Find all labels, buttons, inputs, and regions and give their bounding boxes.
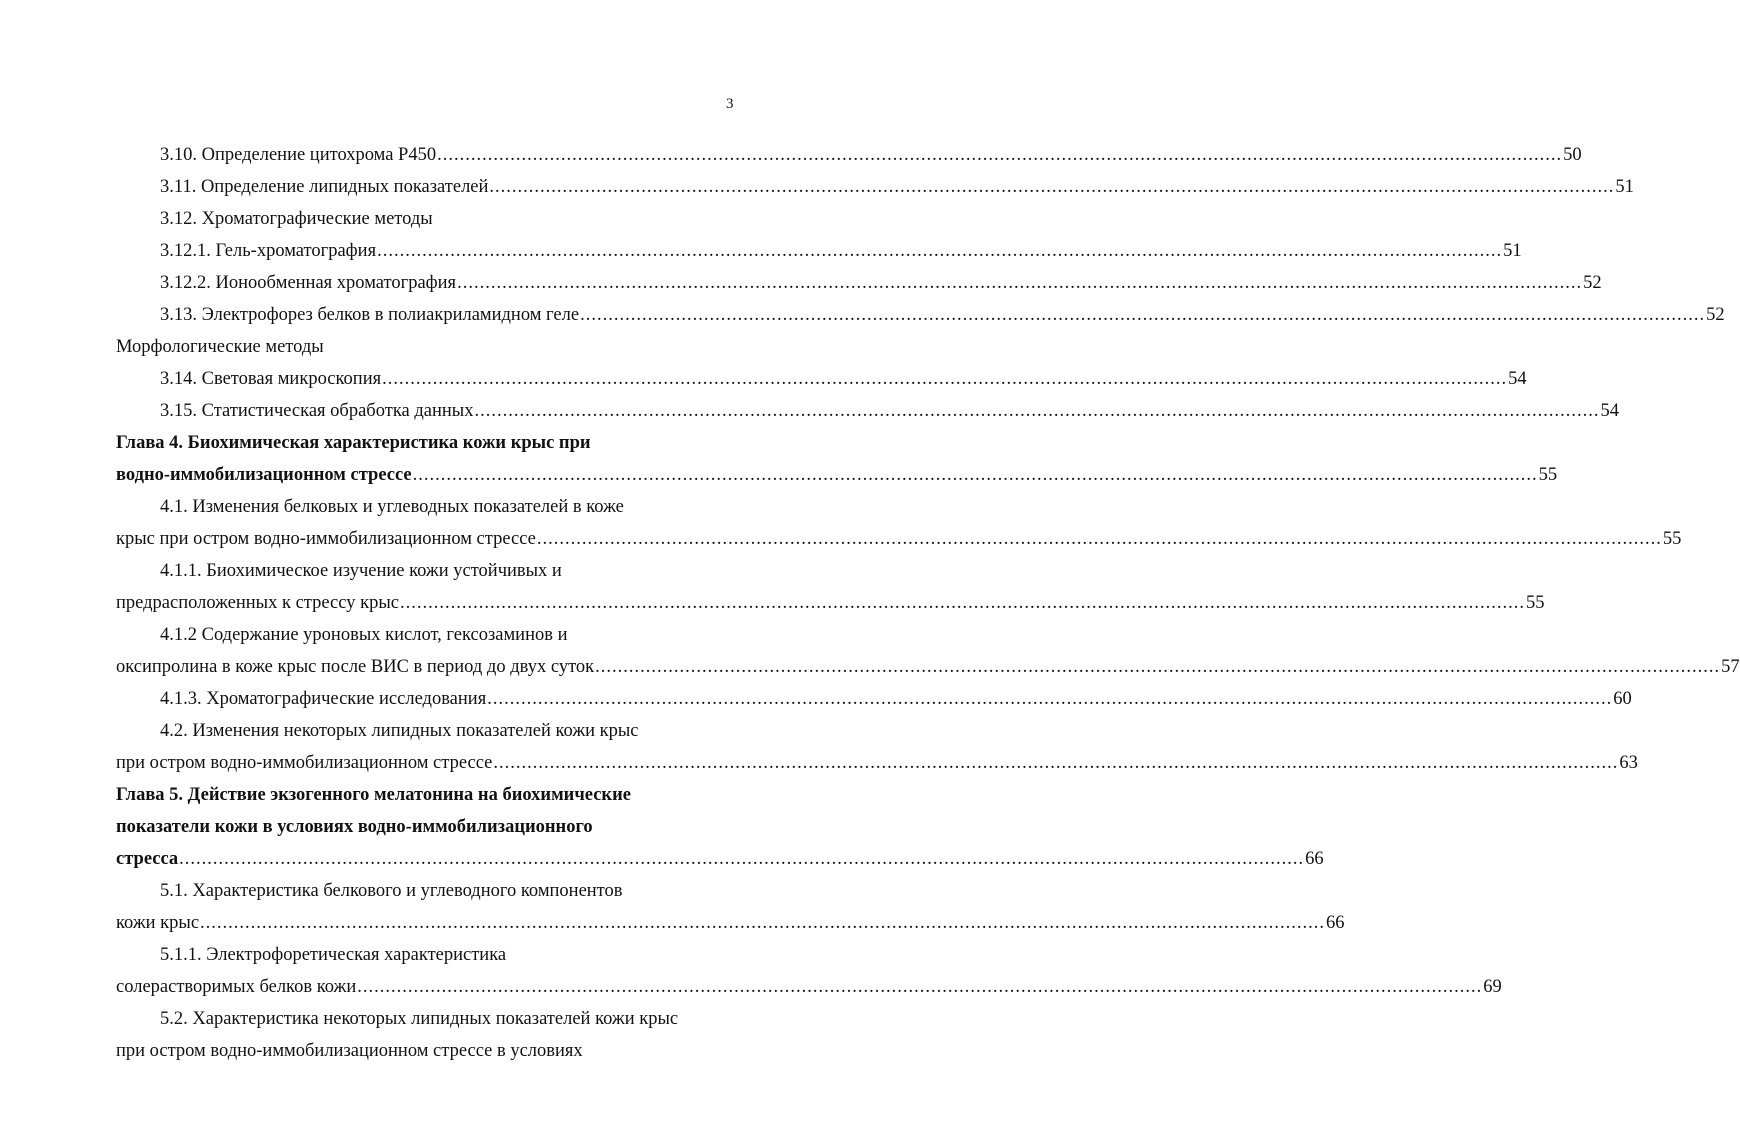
dot-leader: ........................................................................................................................................................................................................ (580, 305, 1706, 325)
toc-line (0, 779, 793, 811)
toc-line (0, 171, 1634, 203)
toc-entry-title: кожи крыс (116, 913, 200, 933)
toc-text: 4.2. Изменения некоторых липидных показателей кожи крыс (160, 721, 639, 741)
toc-entry (116, 747, 1638, 779)
toc-entry-title: 3.11. Определение липидных показателей (160, 177, 489, 197)
toc-entry-title: 4.1.3. Хроматографические исследования (160, 689, 487, 709)
dot-leader: ........................................................................................................................................................................................................ (382, 369, 1508, 389)
dot-leader: ........................................................................................................................................................................................................ (457, 273, 1583, 293)
toc-line (0, 939, 793, 971)
toc-entry-page: 57 (1721, 657, 1740, 677)
toc-entry-page: 55 (1662, 529, 1682, 549)
toc-line (0, 747, 1638, 779)
toc-line (0, 331, 793, 363)
toc-entry-page: 52 (1706, 305, 1725, 325)
toc-entry (116, 907, 1345, 939)
toc-entry-title: 3.12.1. Гель-хроматография (160, 241, 377, 261)
dot-leader: ........................................................................................................................................................................................................ (474, 401, 1600, 421)
toc-line (0, 267, 1602, 299)
toc-entry-title: 3.14. Световая микроскопия (160, 369, 382, 389)
dot-leader: ........................................................................................................................................................................................................ (536, 529, 1662, 549)
toc-entry-page: 51 (1503, 241, 1522, 261)
chapter-heading: показатели кожи в условиях водно-иммобилизационного (116, 817, 593, 837)
toc-line (0, 587, 1545, 619)
toc-entry-title: водно-иммобилизационном стрессе (116, 465, 412, 485)
toc-line (0, 1003, 793, 1035)
toc-line (0, 427, 793, 459)
toc-text: 4.1. Изменения белковых и углеводных показателей в коже (160, 497, 624, 517)
toc-line (0, 651, 1740, 683)
toc-entry-page: 66 (1326, 913, 1345, 933)
toc-line (0, 907, 1345, 939)
toc-line (0, 459, 1558, 491)
toc-entry-title: предрасположенных к стрессу крыс (116, 593, 399, 613)
toc-line (0, 491, 793, 523)
dot-leader: ........................................................................................................................................................................................................ (200, 913, 1326, 933)
toc-text: 5.2. Характеристика некоторых липидных показателей кожи крыс (160, 1009, 679, 1029)
toc-line (0, 843, 1324, 875)
dot-leader: ........................................................................................................................................................................................................ (412, 465, 1538, 485)
toc-entry (160, 395, 1619, 427)
dot-leader: ........................................................................................................................................................................................................ (377, 241, 1503, 261)
dot-leader: ........................................................................................................................................................................................................ (399, 593, 1525, 613)
toc-text: при остром водно-иммобилизационном стрессе в условиях (116, 1041, 583, 1061)
toc-line (0, 715, 793, 747)
toc-entry (160, 139, 1582, 171)
toc-entry-page: 50 (1563, 145, 1582, 165)
toc-line (0, 235, 1522, 267)
toc-entry (160, 683, 1632, 715)
toc-entry (116, 843, 1324, 875)
toc-entry-title: 3.13. Электрофорез белков в полиакриламидном геле (160, 305, 580, 325)
toc-line (0, 811, 793, 843)
toc-entry-title: 3.10. Определение цитохрома Р450 (160, 145, 437, 165)
toc-line (0, 395, 1619, 427)
dot-leader: ........................................................................................................................................................................................................ (487, 689, 1613, 709)
toc-line (0, 139, 1582, 171)
toc-entry-title: 3.15. Статистическая обработка данных (160, 401, 474, 421)
toc-line (0, 203, 793, 235)
chapter-heading: Глава 5. Действие экзогенного мелатонина на биохимические (116, 785, 631, 805)
toc-entry-page: 66 (1305, 849, 1324, 869)
toc-text: 4.1.1. Биохимическое изучение кожи устойчивых и (160, 561, 562, 581)
toc-line (0, 619, 793, 651)
toc-entry (116, 971, 1502, 1003)
toc-entry-page: 54 (1508, 369, 1527, 389)
toc-entry-page: 51 (1615, 177, 1634, 197)
dot-leader: ........................................................................................................................................................................................................ (489, 177, 1615, 197)
toc-line (0, 683, 1632, 715)
toc-entry-page: 55 (1525, 593, 1545, 613)
toc-entry-page: 60 (1613, 689, 1632, 709)
toc-entry-page: 63 (1619, 753, 1638, 773)
toc-entry (160, 171, 1634, 203)
toc-entry (116, 523, 1682, 555)
toc-entry-page: 69 (1483, 977, 1502, 997)
toc-text: 4.1.2 Содержание уроновых кислот, гексозаминов и (160, 625, 568, 645)
toc-text: 5.1.1. Электрофоретическая характеристика (160, 945, 507, 965)
toc-entry-title: оксипролина в коже крыс после ВИС в период до двух суток (116, 657, 595, 677)
toc-line (0, 971, 1502, 1003)
toc-entry (116, 459, 1558, 491)
toc-entry-page: 54 (1600, 401, 1619, 421)
toc-line (0, 1035, 793, 1067)
toc-entry (160, 363, 1527, 395)
toc-line (0, 299, 1725, 331)
toc-entry-title: солерастворимых белков кожи (116, 977, 357, 997)
toc-entry-title: 3.12.2. Ионообменная хроматография (160, 273, 457, 293)
toc-line (0, 363, 1527, 395)
toc-entry (160, 235, 1522, 267)
dot-leader: ........................................................................................................................................................................................................ (357, 977, 1483, 997)
toc-entry (160, 299, 1725, 331)
toc-entry-title: при остром водно-иммобилизационном стрессе (116, 753, 493, 773)
dot-leader: ........................................................................................................................................................................................................ (437, 145, 1563, 165)
dot-leader: ........................................................................................................................................................................................................ (595, 657, 1721, 677)
toc-entry (116, 651, 1740, 683)
toc-line (0, 555, 793, 587)
chapter-heading: Глава 4. Биохимическая характеристика кожи крыс при (116, 433, 591, 453)
toc-text: 5.1. Характеристика белкового и углеводного компонентов (160, 881, 623, 901)
toc-entry-page: 52 (1583, 273, 1602, 293)
toc-entry-title: крыс при остром водно-иммобилизационном стрессе (116, 529, 536, 549)
toc-text: 3.12. Хроматографические методы (160, 209, 433, 229)
toc-entry (160, 267, 1602, 299)
toc-entry-title: стресса (116, 849, 179, 869)
dot-leader: ........................................................................................................................................................................................................ (493, 753, 1619, 773)
dot-leader: ........................................................................................................................................................................................................ (179, 849, 1305, 869)
toc-entry-page: 55 (1538, 465, 1558, 485)
toc-line (0, 875, 793, 907)
toc-text: Морфологические методы (116, 337, 324, 357)
toc-line (0, 523, 1682, 555)
toc-entry (116, 587, 1545, 619)
page-number: 3 (726, 96, 734, 112)
